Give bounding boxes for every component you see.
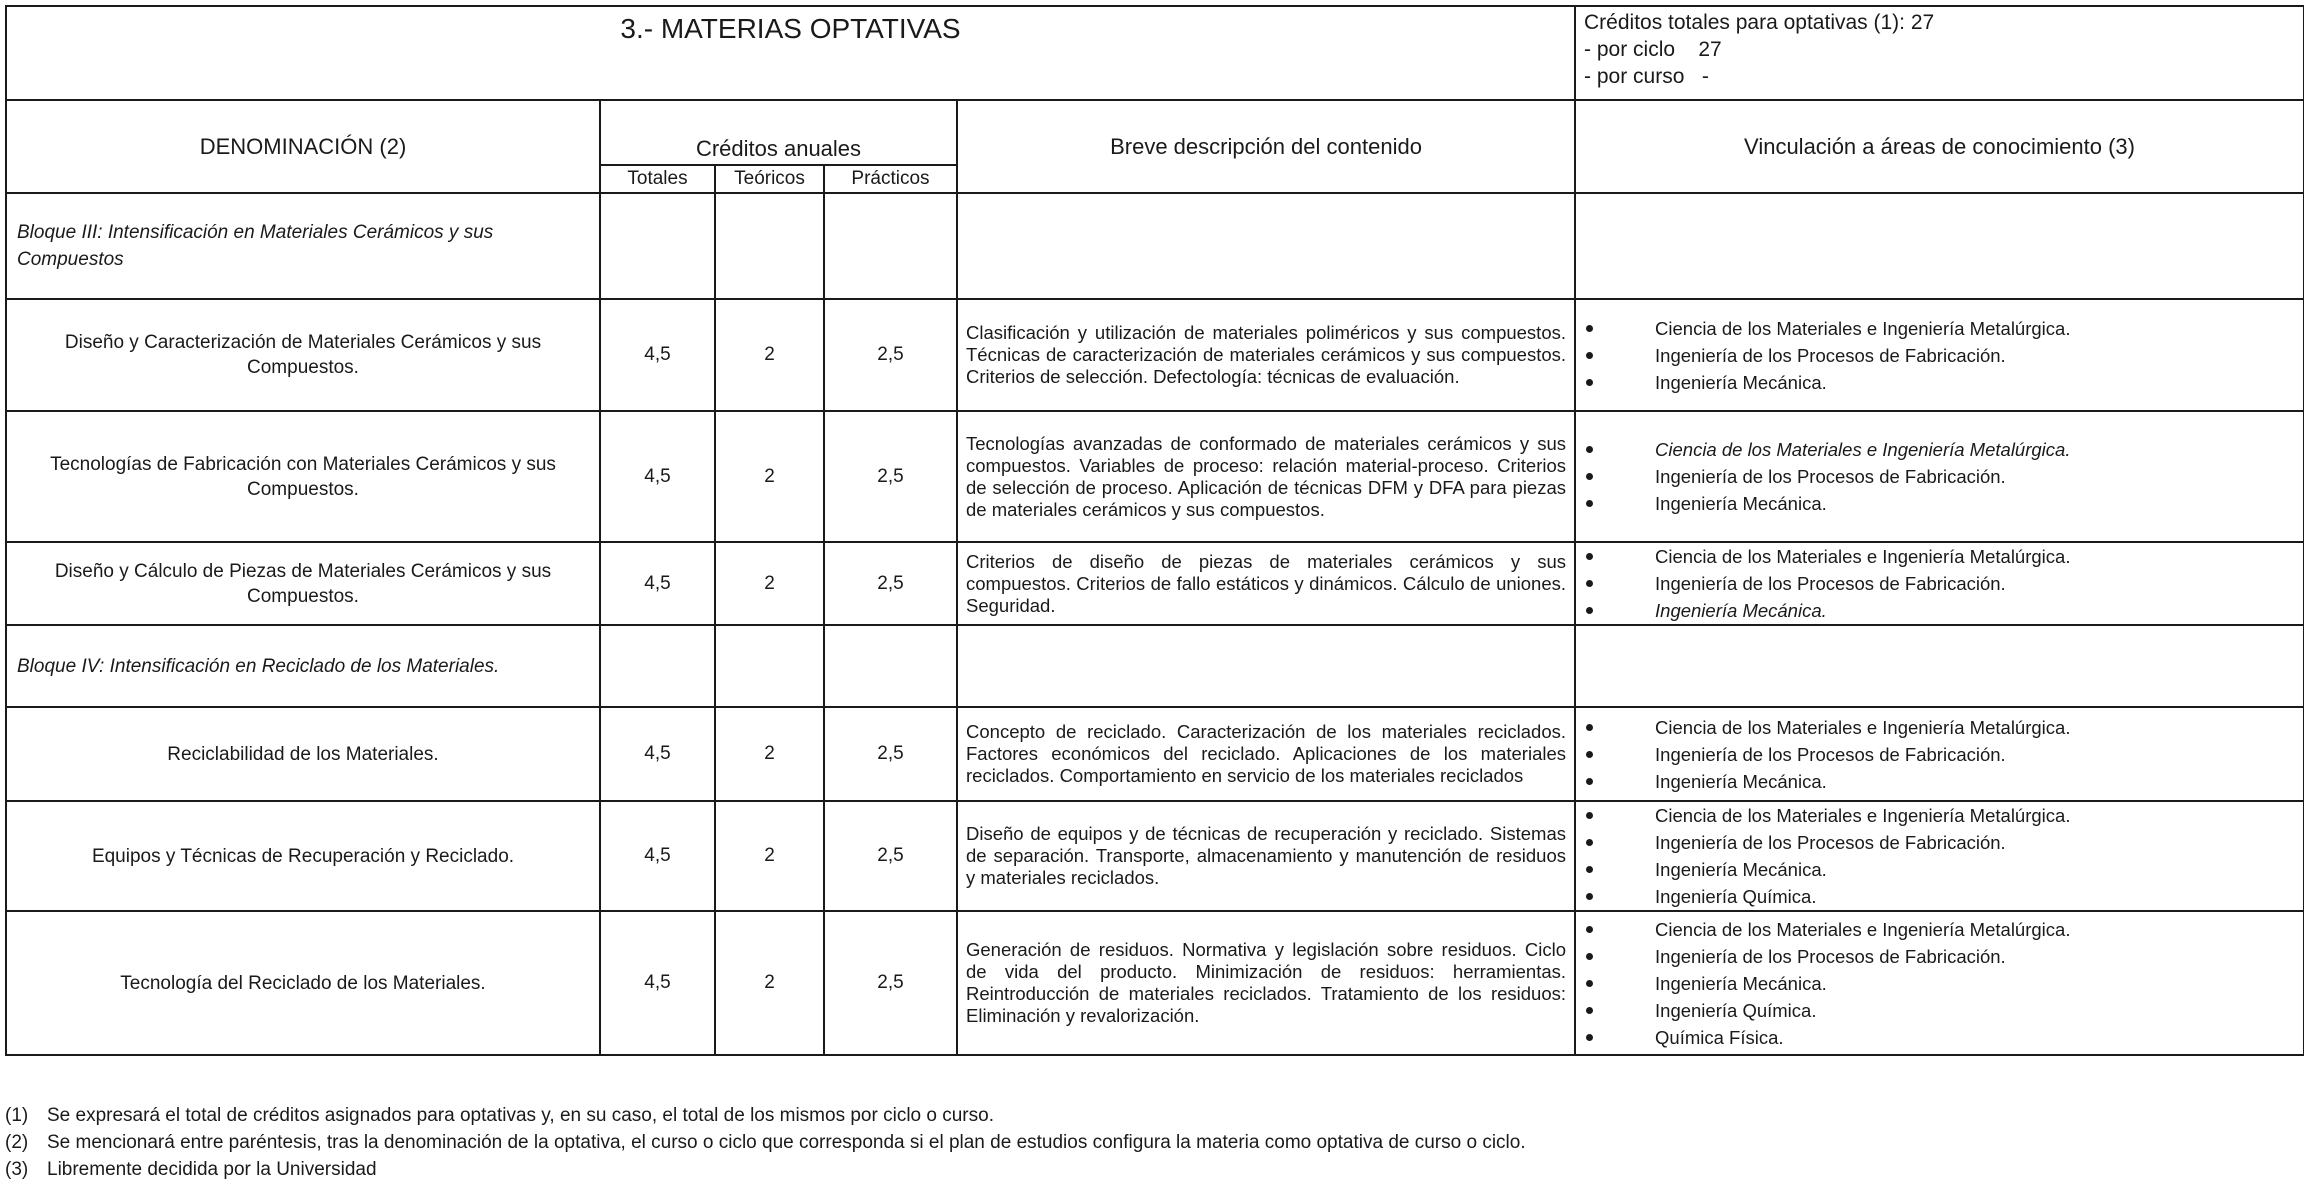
- area-label: Ciencia de los Materiales e Ingeniería Metalúrgica.: [1655, 317, 2071, 339]
- credits-teoricos: 2: [715, 542, 824, 625]
- list-item: [1586, 369, 2303, 396]
- block-4-section: [6, 625, 2304, 1055]
- footnote-number: (1): [5, 1105, 29, 1126]
- list-item: [1586, 741, 2303, 768]
- knowledge-areas: [1575, 411, 2304, 542]
- list-item: [1586, 490, 2303, 517]
- table-row: [6, 411, 2304, 542]
- empty-cell: [1575, 193, 2304, 299]
- column-header-practicos: Prácticos: [824, 165, 957, 193]
- credits-teoricos: 2: [715, 801, 824, 911]
- knowledge-areas: [1575, 801, 2304, 911]
- empty-cell: [824, 193, 957, 299]
- area-label: Ingeniería de los Procesos de Fabricación.: [1655, 743, 2006, 765]
- list-item: [1586, 829, 2303, 856]
- content-description: Concepto de reciclado. Caracterización de los materiales reciclados. Factores económicos del reciclado. Aplicaciones de los materiales reciclados. Comportamiento en servicio de los materiales reciclados: [957, 707, 1575, 801]
- area-label: Ciencia de los Materiales e Ingeniería Metalúrgica.: [1655, 439, 2071, 460]
- empty-cell: [715, 625, 824, 707]
- area-label: Ingeniería Mecánica.: [1655, 600, 1827, 621]
- column-header-denominacion: DENOMINACIÓN (2): [6, 100, 600, 193]
- block-header-row: [6, 193, 2304, 299]
- column-header-totales: Totales: [600, 165, 715, 193]
- credits-teoricos: 2: [715, 299, 824, 411]
- content-description: Tecnologías avanzadas de conformado de materiales cerámicos y sus compuestos. Variables de proceso: relación material-proceso. Criterios de selección de proceso. Aplicación de técnicas DFM y DFA para piezas de materiales cerámicos y sus compuestos.: [957, 411, 1575, 542]
- knowledge-areas: [1575, 542, 2304, 625]
- footnote-text: Libremente decidida por la Universidad: [47, 1159, 377, 1180]
- credits-practicos: 2,5: [824, 411, 957, 542]
- bullet-icon: [1586, 446, 1593, 453]
- area-label: Ciencia de los Materiales e Ingeniería Metalúrgica.: [1655, 716, 2071, 738]
- block-title: Bloque III: Intensificación en Materiales Cerámicos y sus Compuestos: [6, 193, 600, 299]
- bullet-icon: [1586, 724, 1593, 731]
- area-label: Ingeniería de los Procesos de Fabricación.: [1655, 466, 2006, 487]
- area-label: Ingeniería Mecánica.: [1655, 371, 1827, 393]
- subject-name: Diseño y Cálculo de Piezas de Materiales Cerámicos y sus Compuestos.: [6, 542, 600, 625]
- content-description: Criterios de diseño de piezas de materiales cerámicos y sus compuestos. Criterios de fallo estáticos y dinámicos. Cálculo de uniones. Seguridad.: [957, 542, 1575, 625]
- column-header-vinculacion: Vinculación a áreas de conocimiento (3): [1575, 100, 2304, 193]
- area-label: Ciencia de los Materiales e Ingeniería Metalúrgica.: [1655, 918, 2071, 940]
- area-label: Ingeniería de los Procesos de Fabricación.: [1655, 573, 2006, 594]
- bullet-icon: [1586, 839, 1593, 846]
- list-item: [1586, 970, 2303, 997]
- bullet-icon: [1586, 325, 1593, 332]
- area-label: Ingeniería Química.: [1655, 886, 1817, 907]
- list-item: [1586, 997, 2303, 1024]
- area-label: Ingeniería de los Procesos de Fabricación.: [1655, 832, 2006, 853]
- list-item: [1586, 436, 2303, 463]
- column-header-descripcion: Breve descripción del contenido: [957, 100, 1575, 193]
- bullet-icon: [1586, 607, 1593, 614]
- bullet-icon: [1586, 866, 1593, 873]
- list-item: [1586, 883, 2303, 910]
- area-label: Ingeniería de los Procesos de Fabricación.: [1655, 945, 2006, 967]
- footnote-number: (3): [5, 1159, 29, 1180]
- area-label: Ciencia de los Materiales e Ingeniería Metalúrgica.: [1655, 805, 2071, 826]
- area-label: Ingeniería Mecánica.: [1655, 493, 1827, 514]
- credits-practicos: 2,5: [824, 299, 957, 411]
- empty-cell: [957, 193, 1575, 299]
- footnote: [5, 1156, 1526, 1183]
- area-label: Ingeniería Mecánica.: [1655, 859, 1827, 880]
- bullet-icon: [1586, 1007, 1593, 1014]
- block-header-row: [6, 625, 2304, 707]
- empty-cell: [824, 625, 957, 707]
- bullet-icon: [1586, 751, 1593, 758]
- bullet-icon: [1586, 500, 1593, 507]
- list-item: [1586, 463, 2303, 490]
- list-item: [1586, 1024, 2303, 1051]
- page-title: 3.- MATERIAS OPTATIVAS: [6, 6, 1575, 100]
- optional-subjects-table: [5, 5, 2304, 1056]
- footnote-text: Se expresará el total de créditos asignados para optativas y, en su caso, el total de los mismos por ciclo o curso.: [47, 1105, 994, 1126]
- list-item: [1586, 714, 2303, 741]
- credits-totales: 4,5: [600, 299, 715, 411]
- areas-list: [1586, 315, 2303, 396]
- column-header-creditos: Créditos anuales: [600, 100, 957, 165]
- subject-name: Reciclabilidad de los Materiales.: [6, 707, 600, 801]
- list-item: [1586, 543, 2303, 570]
- column-header-teoricos: Teóricos: [715, 165, 824, 193]
- empty-cell: [600, 625, 715, 707]
- bullet-icon: [1586, 1034, 1593, 1041]
- credits-practicos: 2,5: [824, 911, 957, 1055]
- table-row: [6, 911, 2304, 1055]
- areas-list: [1586, 543, 2303, 624]
- area-label: Ingeniería Mecánica.: [1655, 972, 1827, 994]
- document-page: [5, 5, 2303, 1056]
- credits-practicos: 2,5: [824, 707, 957, 801]
- table-row: [6, 707, 2304, 801]
- areas-list: [1586, 714, 2303, 795]
- credits-summary: [1575, 6, 2304, 100]
- credits-totales: 4,5: [600, 707, 715, 801]
- footnote: [5, 1102, 1526, 1129]
- footnotes: [5, 1102, 1526, 1183]
- list-item: [1586, 768, 2303, 795]
- bullet-icon: [1586, 926, 1593, 933]
- list-item: [1586, 315, 2303, 342]
- credits-practicos: 2,5: [824, 542, 957, 625]
- credits-totales: 4,5: [600, 801, 715, 911]
- table-row: [6, 542, 2304, 625]
- empty-cell: [957, 625, 1575, 707]
- table-row: [6, 801, 2304, 911]
- bullet-icon: [1586, 953, 1593, 960]
- footnote-number: (2): [5, 1132, 29, 1153]
- credits-totales: 4,5: [600, 911, 715, 1055]
- bullet-icon: [1586, 893, 1593, 900]
- area-label: Ingeniería de los Procesos de Fabricación.: [1655, 344, 2006, 366]
- column-header-row: [6, 100, 2304, 165]
- list-item: [1586, 342, 2303, 369]
- area-label: Ciencia de los Materiales e Ingeniería Metalúrgica.: [1655, 546, 2071, 567]
- subject-name: Equipos y Técnicas de Recuperación y Reciclado.: [6, 801, 600, 911]
- bullet-icon: [1586, 980, 1593, 987]
- block-title: Bloque IV: Intensificación en Reciclado de los Materiales.: [6, 625, 600, 707]
- bullet-icon: [1586, 473, 1593, 480]
- knowledge-areas: [1575, 299, 2304, 411]
- empty-cell: [600, 193, 715, 299]
- footnote-text: Se mencionará entre paréntesis, tras la denominación de la optativa, el curso o ciclo que corresponda si el plan de estudios configura la materia como optativa de curso o ciclo.: [47, 1132, 1526, 1153]
- knowledge-areas: [1575, 707, 2304, 801]
- credits-total: Créditos totales para optativas (1): 27: [1584, 11, 1935, 34]
- knowledge-areas: [1575, 911, 2304, 1055]
- table-row: [6, 299, 2304, 411]
- credits-per-course: - por curso -: [1584, 65, 1709, 88]
- content-description: Diseño de equipos y de técnicas de recuperación y reciclado. Sistemas de separación. Transporte, almacenamiento y manutención de residuos y materiales reciclados.: [957, 801, 1575, 911]
- area-label: Ingeniería Mecánica.: [1655, 770, 1827, 792]
- list-item: [1586, 802, 2303, 829]
- area-label: Ingeniería Química.: [1655, 999, 1817, 1021]
- bullet-icon: [1586, 553, 1593, 560]
- empty-cell: [715, 193, 824, 299]
- content-description: Generación de residuos. Normativa y legislación sobre residuos. Ciclo de vida del producto. Minimización de residuos: herramientas. Reintroducción de materiales reciclados. Tratamiento de los residuos: Eliminación y revalorización.: [957, 911, 1575, 1055]
- credits-totales: 4,5: [600, 411, 715, 542]
- credits-practicos: 2,5: [824, 801, 957, 911]
- areas-list: [1586, 802, 2303, 910]
- areas-list: [1586, 916, 2303, 1051]
- credits-teoricos: 2: [715, 911, 824, 1055]
- block-3-section: [6, 193, 2304, 625]
- list-item: [1586, 943, 2303, 970]
- list-item: [1586, 570, 2303, 597]
- bullet-icon: [1586, 352, 1593, 359]
- bullet-icon: [1586, 812, 1593, 819]
- bullet-icon: [1586, 580, 1593, 587]
- bullet-icon: [1586, 379, 1593, 386]
- footnote: [5, 1129, 1526, 1156]
- bullet-icon: [1586, 778, 1593, 785]
- area-label: Química Física.: [1655, 1026, 1784, 1048]
- list-item: [1586, 856, 2303, 883]
- content-description: Clasificación y utilización de materiales poliméricos y sus compuestos. Técnicas de caracterización de materiales cerámicos y sus compuestos. Criterios de selección. Defectología: técnicas de evaluación.: [957, 299, 1575, 411]
- subject-name: Tecnología del Reciclado de los Materiales.: [6, 911, 600, 1055]
- subject-name: Diseño y Caracterización de Materiales Cerámicos y sus Compuestos.: [6, 299, 600, 411]
- empty-cell: [1575, 625, 2304, 707]
- credits-per-cycle: - por ciclo 27: [1584, 38, 1722, 61]
- credits-totales: 4,5: [600, 542, 715, 625]
- credits-teoricos: 2: [715, 411, 824, 542]
- title-row: [6, 6, 2304, 100]
- areas-list: [1586, 436, 2303, 517]
- list-item: [1586, 916, 2303, 943]
- subject-name: Tecnologías de Fabricación con Materiales Cerámicos y sus Compuestos.: [6, 411, 600, 542]
- credits-teoricos: 2: [715, 707, 824, 801]
- list-item: [1586, 597, 2303, 624]
